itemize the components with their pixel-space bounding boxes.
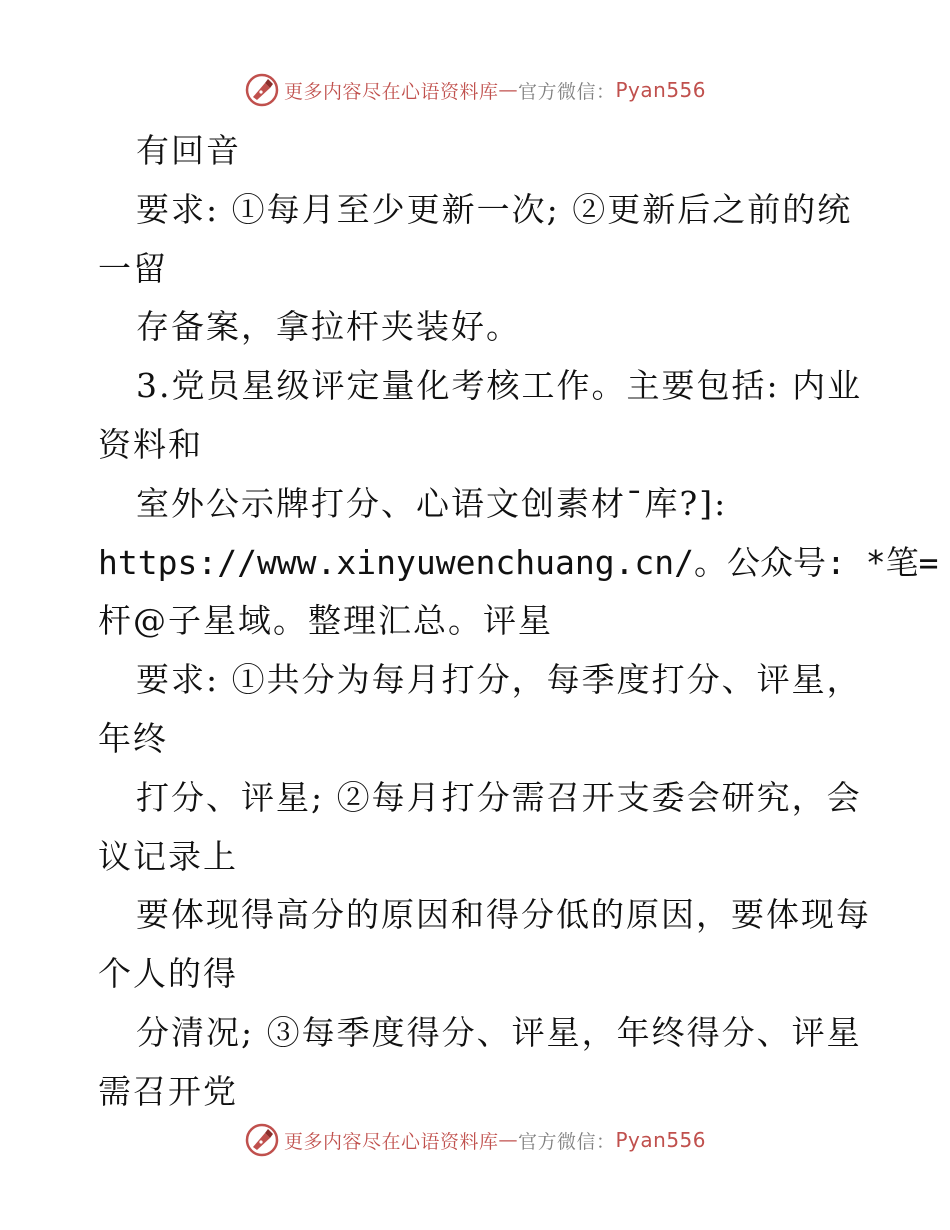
- text-line: 分清况; ③每季度得分、评星，年终得分、评星: [136, 1012, 862, 1052]
- text-line: 个人的得: [98, 954, 238, 994]
- document-body: [98, 122, 939, 1122]
- text-line: 议记录上: [98, 836, 238, 876]
- header-banner: [0, 70, 950, 110]
- text-line: 存备案，拿拉杆夹装好。: [136, 307, 521, 347]
- text-line: 一留: [98, 248, 168, 288]
- url-line: https://www.xinyuwenchuang.cn/。公众号: *笔=: [98, 542, 939, 582]
- text-line: 室外公示牌打分、心语文创素材¯库?]:: [136, 483, 728, 523]
- text-line: 资料和: [98, 424, 203, 464]
- banner-text: 更多内容尽在心语资料库: [283, 80, 499, 103]
- banner-separator: —: [498, 1129, 518, 1151]
- banner-text: 更多内容尽在心语资料库: [283, 1130, 499, 1153]
- text-line: 要体现得高分的原因和得分低的原因，要体现每: [136, 895, 871, 935]
- text-line: 需召开党: [98, 1071, 238, 1111]
- text-line: 要求: ①每月至少更新一次; ②更新后之前的统: [136, 189, 853, 229]
- banner-separator: —: [498, 79, 518, 101]
- banner-wechat-label: 官方微信：: [517, 80, 616, 103]
- text-line: 有回音: [136, 131, 241, 170]
- banner-wechat-label: 官方微信：: [517, 1130, 616, 1153]
- text-line: 年终: [98, 718, 168, 758]
- pen-nib-logo-icon: [244, 1122, 280, 1158]
- banner-wechat-id: Pyan556: [615, 1128, 707, 1152]
- banner-wechat-id: Pyan556: [615, 78, 707, 102]
- text-line: 要求: ①共分为每月打分，每季度打分、评星，: [136, 660, 862, 700]
- text-line: 3.党员星级评定量化考核工作。主要包括: 内业: [136, 366, 863, 406]
- text-line: 杆@子星域。整理汇总。评星: [98, 601, 553, 641]
- pen-nib-logo-icon: [244, 72, 280, 108]
- footer-banner: [0, 1120, 950, 1160]
- text-line: 打分、评星; ②每月打分需召开支委会研究，会: [136, 777, 862, 817]
